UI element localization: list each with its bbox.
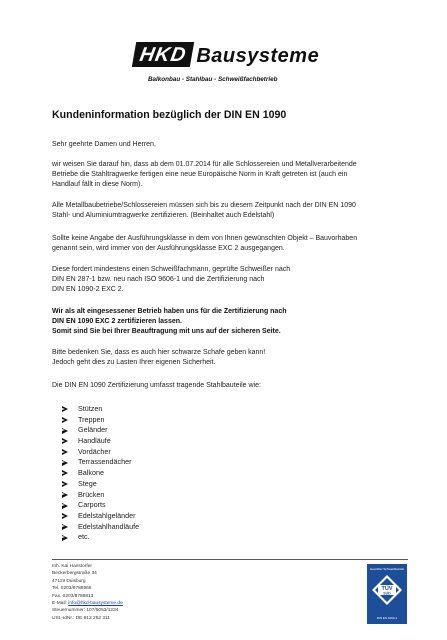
text-line: DIN EN 1090 EXC 2 zertifizieren lassen. bbox=[52, 318, 182, 326]
component-list bbox=[62, 404, 139, 543]
list-item: Brücken bbox=[62, 490, 139, 501]
list-item: Balkone bbox=[62, 468, 139, 479]
paragraph-warning bbox=[52, 348, 404, 368]
badge-brand: TÜV bbox=[381, 586, 393, 593]
paragraph-requirements bbox=[52, 265, 404, 296]
text-line: Sollte keine Angabe der Ausführungsklasse in dem von Ihnen gewünschten Objekt – Bauvorhaben bbox=[52, 235, 358, 242]
footer-fax: Fax. 0203/8788813 bbox=[52, 593, 94, 599]
arrow-bullet-icon bbox=[62, 481, 68, 487]
list-item: Stützen bbox=[62, 404, 139, 415]
footer-owner: Inh. Kai Hanstorfer bbox=[52, 564, 92, 569]
tuv-certification-badge bbox=[367, 564, 407, 624]
salutation-paragraph bbox=[52, 140, 404, 150]
text-line: Die DIN EN 1090 Zertifizierung umfasst tragende Stahlbauteile wie: bbox=[52, 382, 261, 389]
paragraph-scope bbox=[52, 381, 404, 391]
footer-phone: Tel. 0203/8788966 bbox=[52, 586, 92, 592]
footer-street: Beckerbergstraße 34 bbox=[52, 571, 97, 577]
badge-top-text: Geprüfter Schweißbetrieb bbox=[369, 567, 405, 571]
text-line: Diese fordert mindestens einen Schweißfachmann, geprüfte Schweißer nach bbox=[52, 266, 291, 273]
arrow-bullet-icon bbox=[62, 428, 68, 434]
text-line: Jedoch geht dies zu Lasten Ihrer eigenen Sicherheit. bbox=[52, 359, 216, 367]
arrow-bullet-icon bbox=[62, 460, 68, 466]
arrow-bullet-icon bbox=[62, 417, 68, 423]
list-item: Treppen bbox=[62, 415, 139, 426]
list-item: etc. bbox=[62, 532, 139, 543]
footer-email-row: E-Mail: info@hkd-bausysteme.de bbox=[52, 601, 123, 607]
arrow-bullet-icon bbox=[62, 513, 68, 519]
paragraph-company-statement bbox=[52, 307, 404, 338]
paragraph-execution-class bbox=[52, 234, 404, 254]
list-item: Vordächer bbox=[62, 447, 139, 458]
company-logo bbox=[134, 42, 319, 67]
footer-contact bbox=[52, 563, 123, 622]
arrow-bullet-icon bbox=[62, 438, 68, 444]
text-line: Betriebe die Stahltragwerke fertigen eine neue Europäische Norm in Kraft getreten ist (auch ein bbox=[52, 171, 348, 179]
arrow-bullet-icon bbox=[62, 503, 68, 509]
arrow-bullet-icon bbox=[62, 492, 68, 498]
list-item: Edelstahlhandläufe bbox=[62, 522, 139, 533]
list-item: Edelstahlgeländer bbox=[62, 511, 139, 522]
arrow-bullet-icon bbox=[62, 449, 68, 455]
arrow-bullet-icon bbox=[62, 406, 68, 412]
footer-tax-number: Steuernummer: 107/5053/1234 bbox=[52, 608, 119, 614]
text-line: Alle Metallbaubetriebe/Schlossereien müssen sich bis zu diesem Zeitpunkt nach der DIN EN 1090 bbox=[52, 202, 356, 209]
text-line: Bitte bedenken Sie, dass es auch hier schwarze Schafe geben kann! bbox=[52, 349, 266, 356]
arrow-bullet-icon bbox=[62, 524, 68, 530]
document-title: Kundeninformation bezüglich der DIN EN 1090 bbox=[52, 109, 287, 121]
arrow-bullet-icon bbox=[62, 535, 68, 541]
list-item: Stege bbox=[62, 479, 139, 490]
text-line: Sehr geehrte Damen und Herren, bbox=[52, 141, 156, 148]
email-link[interactable]: info@hkd-bausysteme.de bbox=[68, 601, 123, 607]
logo-mark: HKD bbox=[132, 42, 195, 67]
text-line: DIN EN 287-1 bzw. neu nach ISO 9606-1 und die Zertifizierung nach bbox=[52, 276, 265, 284]
footer-city: 47119 Duisburg bbox=[52, 578, 86, 584]
list-item: Terrassendächer bbox=[62, 457, 139, 468]
text-line: Wir als alt eingesessener Betrieb haben uns für die Zertifizierung nach bbox=[52, 308, 287, 315]
logo-name: Bausysteme bbox=[196, 45, 320, 67]
text-line: wir weisen Sie darauf hin, dass ab dem 01.07.2014 für alle Schlossereien und Metallverarbeitende bbox=[52, 161, 357, 168]
text-line: Somit sind Sie bei Ihrer Beauftragung mit uns auf der sicheren Seite. bbox=[52, 328, 281, 336]
text-line: DIN EN 1090-2 EXC 2. bbox=[52, 286, 124, 294]
text-line: Handlauf fällt in diese Norm). bbox=[52, 181, 143, 189]
footer-vat-id: USt.-IdNr.: DE 813 252 311 bbox=[52, 615, 111, 621]
paragraph-certification bbox=[52, 201, 404, 221]
arrow-bullet-icon bbox=[62, 470, 68, 476]
footer-divider bbox=[52, 559, 408, 560]
list-item: Handläufe bbox=[62, 436, 139, 447]
paragraph-intro bbox=[52, 160, 404, 191]
list-item: Geländer bbox=[62, 425, 139, 436]
company-tagline: Balkonbau - Stahlbau - Schweißfachbetrieb bbox=[148, 76, 278, 83]
badge-region: SÜD bbox=[383, 591, 391, 596]
text-line: Stahl- und Aluminiumtragwerke zertifizieren. (Beinhaltet auch Edelstahl) bbox=[52, 212, 275, 220]
list-item: Carports bbox=[62, 500, 139, 511]
badge-standard: DIN EN 1090-1 bbox=[376, 616, 398, 620]
text-line: genannt sein, wird immer von der Ausführungsklasse EXC 2 ausgegangen. bbox=[52, 245, 285, 253]
